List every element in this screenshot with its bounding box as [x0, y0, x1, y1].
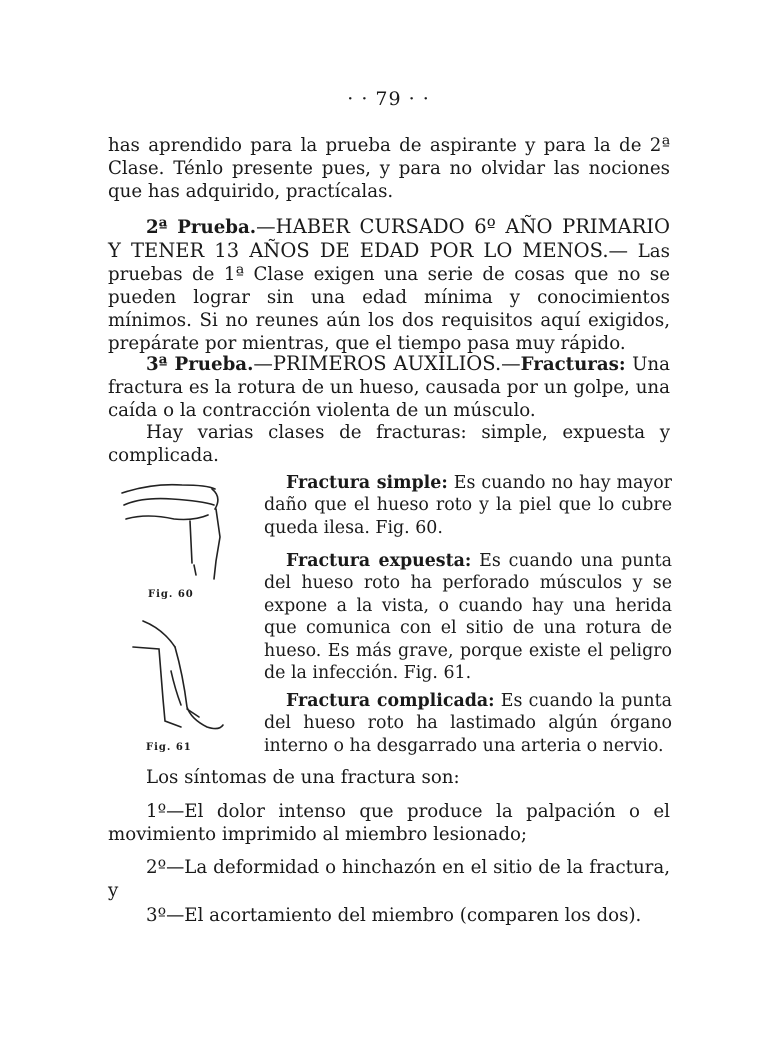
fracture-expuesta-text: Es cuando una punta del hueso roto ha perforado músculos y se expone a la vista, o cuando hay una herida que comunica con el sitio de una rotura de hueso. Es más grave, porque existe el peligro de la infección. Fig. 61. [264, 551, 672, 684]
prueba-3-body: Una fractura es la rotura de un hueso, causada por un golpe, una caída o la contracción violenta de un músculo. [108, 354, 670, 421]
prueba-3-topic: Fracturas: [520, 354, 626, 375]
fig-61-thigh-front [143, 621, 175, 647]
fig-61-calf-line [171, 671, 181, 705]
symptom-item-3: 3º—El acortamiento del miembro (comparen los dos). [146, 905, 642, 926]
fig-60-lower-arm-line [126, 515, 208, 520]
fig-60-splint-vertical [190, 521, 192, 563]
fracture-simple-text: Es cuando no hay mayor daño que el hueso roto y la piel que lo cubre queda ilesa. Fig. 60. [264, 473, 672, 538]
symptom-item-2: 2º—La deformidad o hinchazón en el sitio de la fractura, y [108, 857, 670, 901]
fig-60-fracture-tick [194, 565, 196, 575]
fig-61-caption: Fig. 61 [146, 742, 192, 753]
prueba-3-label: 3ª Prueba. [146, 354, 254, 375]
prueba-3-section [108, 352, 670, 422]
fig-60-forearm-top-line [124, 499, 214, 505]
fig-61-leg-illustration [125, 615, 235, 740]
prueba-2-label: 2ª Prueba. [146, 217, 257, 238]
fig-60-upper-arm-line [122, 485, 215, 493]
prueba-2-section [108, 215, 670, 355]
fracture-expuesta-paragraph [264, 550, 672, 684]
fracture-expuesta-term: Fractura expuesta: [286, 551, 472, 571]
fracture-types-intro: Hay varias clases de fracturas: simple, expuesta y complicada. [108, 422, 670, 466]
prueba-2-heading: —HABER CURSADO 6º AÑO PRIMARIO Y TENER 13 AÑOS DE EDAD POR LO MENOS.— [108, 215, 670, 262]
intro-paragraph: has aprendido para la prueba de aspirante y para la de 2ª Clase. Ténlo presente pues, y para no olvidar las nociones que has adquirido, practícalas. [108, 135, 670, 202]
fracture-simple-paragraph [264, 472, 672, 539]
fig-60-hand-curve [212, 489, 218, 509]
fracture-simple-term: Fractura simple: [286, 473, 448, 493]
prueba-3-heading: —PRIMEROS AUXILIOS.— [253, 352, 521, 375]
fracture-complicada-text: Es cuando la punta del hueso roto ha lastimado algún órgano interno o ha desgarrado una arteria o nervio. [264, 691, 672, 756]
fig-61-knee-back [133, 647, 181, 727]
fracture-complicada-paragraph [264, 690, 672, 757]
prueba-2-body: Las pruebas de 1ª Clase exigen una serie de cosas que no se pueden lograr sin una edad mínima y conocimientos mínimos. Si no reunes aún los dos requisitos aquí exigidos, prepárate por mientras, que el tiempo pasa muy rápido. [108, 241, 670, 354]
fig-60-arm-illustration [112, 475, 232, 585]
fracture-complicada-term: Fractura complicada: [286, 691, 495, 711]
fig-60-right-outline [214, 509, 220, 579]
symptoms-intro: Los síntomas de una fractura son: [146, 767, 460, 788]
fig-60-caption: Fig. 60 [148, 589, 194, 600]
page-number: · · 79 · · [347, 88, 430, 110]
symptom-item-1: 1º—El dolor intenso que produce la palpación o el movimiento imprimido al miembro lesionado; [108, 801, 670, 845]
